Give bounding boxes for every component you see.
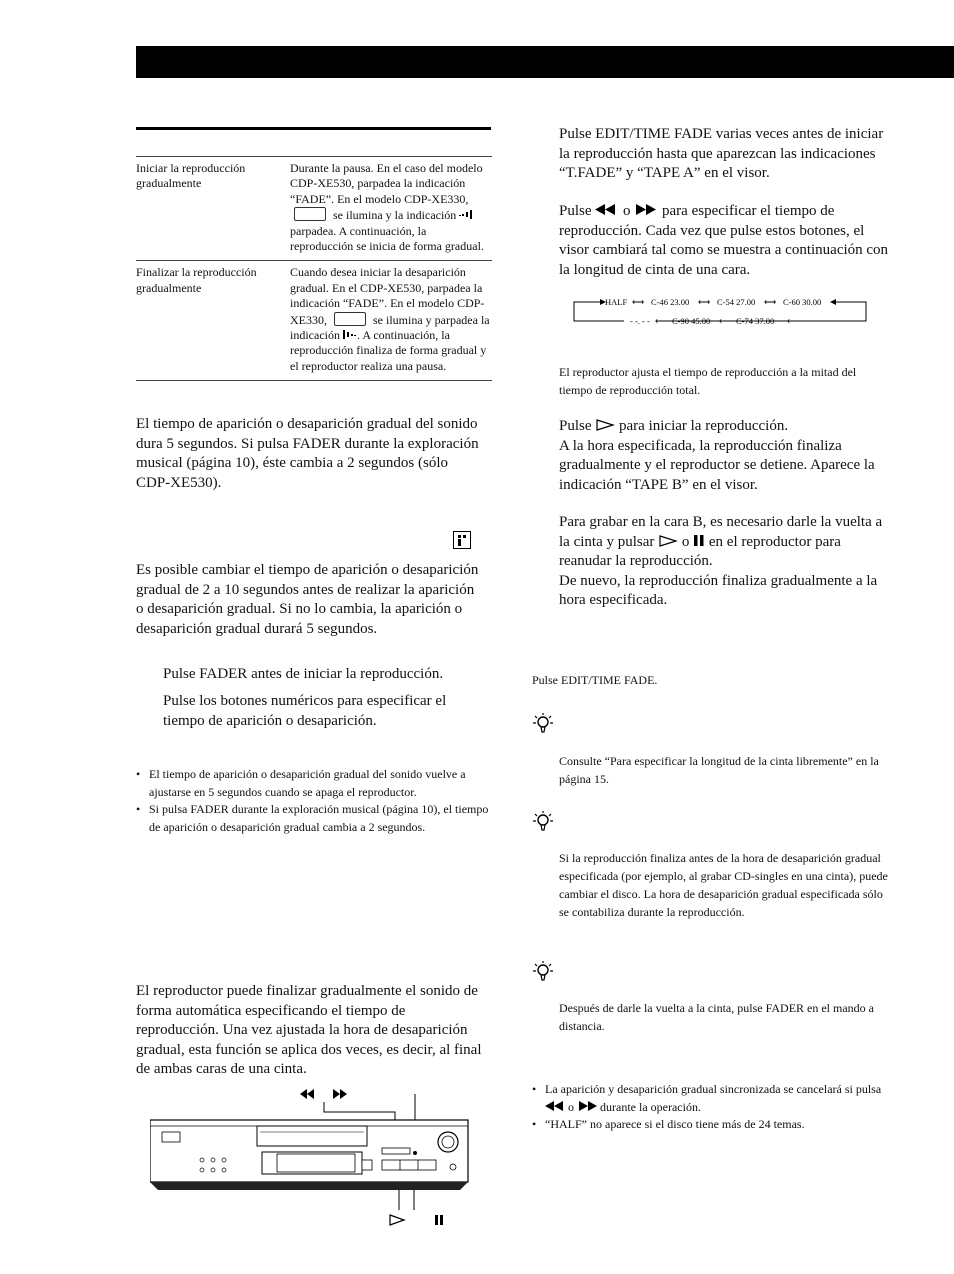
desc-text: parpadea. A continuación, la reproducción se inicia de forma gradual. bbox=[290, 223, 484, 254]
step-4-right bbox=[559, 513, 889, 611]
desc-text: . A continuación, la reproducción finaliza de forma gradual y el reproductor realiza una pausa. bbox=[290, 328, 487, 373]
step-text: en el reproductor para reanudar la reproducción. bbox=[559, 533, 841, 569]
header-bar bbox=[136, 46, 954, 78]
step-text: Pulse bbox=[559, 418, 592, 434]
cancel-instruction: Pulse EDIT/TIME FADE. bbox=[532, 673, 658, 687]
table-cell-desc bbox=[290, 157, 492, 261]
desc-text: se ilumina y parpadea la indicación bbox=[290, 312, 490, 343]
play-icon bbox=[658, 535, 678, 547]
fader-key-icon bbox=[334, 312, 366, 326]
diagram-c60: C-60 30.00 bbox=[783, 297, 822, 307]
diagram-c90: C-90 45.00 bbox=[672, 316, 711, 326]
pause-icon bbox=[693, 535, 705, 546]
table-cell-action: Finalizar la reproducción gradualmente bbox=[136, 265, 257, 295]
left-notes bbox=[136, 766, 491, 836]
desc-text: se ilumina y la indicación bbox=[333, 208, 457, 223]
note-item: • Si pulsa FADER durante la exploración musical (página 10), el tiempo de aparición o desaparición gradual cambia a 2 segundos. bbox=[136, 801, 491, 836]
svg-text:⟷: ⟷ bbox=[632, 297, 645, 307]
svg-text:⟷: ⟷ bbox=[764, 297, 777, 307]
diagram-c46: C-46 23.00 bbox=[651, 297, 690, 307]
right-notes bbox=[532, 1081, 892, 1134]
tip-lightbulb-icon bbox=[532, 960, 554, 984]
diagram-dashes: - -. - - bbox=[630, 316, 650, 326]
diagram-c74: C-74 37.00 bbox=[736, 316, 775, 326]
table-cell-desc bbox=[290, 261, 492, 381]
step-text: De nuevo, la reproducción finaliza gradualmente a la hora especificada. bbox=[559, 572, 878, 608]
cd-player-illustration bbox=[150, 1082, 480, 1232]
play-icon bbox=[595, 419, 615, 431]
step-text: o bbox=[623, 203, 631, 219]
desc-text: Durante la pausa. En el caso del modelo CDP-XE530, parpadea la indicación “FADE”. En el modelo CDP-XE330, bbox=[290, 161, 483, 206]
table-cell-action: Iniciar la reproducción gradualmente bbox=[136, 161, 246, 191]
svg-text:⟵: ⟵ bbox=[787, 316, 800, 326]
tip-3-text: Después de darle la vuelta a la cinta, pulse FADER en el mando a distancia. bbox=[559, 1001, 875, 1033]
tip-1-text: Consulte “Para especificar la longitud de la cinta libremente” en la página 15. bbox=[559, 754, 879, 786]
note-item: • El tiempo de aparición o desaparición gradual del sonido vuelve a ajustarse en 5 segundos cuando se apaga el reproductor. bbox=[136, 766, 491, 801]
step-text: Para grabar en la cara B, es necesario darle la vuelta a la cinta y pulsar bbox=[559, 514, 883, 550]
step-text: Pulse bbox=[559, 203, 592, 219]
diagram-half: HALF bbox=[605, 297, 628, 307]
forward-icon bbox=[634, 204, 658, 215]
fade-duration-paragraph: El tiempo de aparición o desaparición gradual del sonido dura 5 segundos. Si pulsa FADER durante la exploración musical (página 10), éste cambia a 2 segundos (sólo CDP-XE530). bbox=[136, 416, 479, 491]
step-2-right bbox=[559, 202, 889, 280]
change-time-paragraph: Es posible cambiar el tiempo de aparición o desaparición gradual de 2 a 10 segundos antes de realizar la aparición o desaparición gradual. Si no lo cambia, la aparición o desaparición gradual durará 5 segundos. bbox=[136, 562, 479, 637]
tape-length-cycle-diagram bbox=[570, 292, 870, 328]
desc-text: Cuando desea iniciar la desaparición gradual. En el CDP-XE530, parpadea la indicación “FADE”. En el modelo CDP-XE330, bbox=[290, 265, 485, 327]
fader-key-icon bbox=[294, 207, 326, 221]
section-rule bbox=[136, 127, 491, 130]
svg-text:⟷: ⟷ bbox=[698, 297, 711, 307]
sync-fade-paragraph: El reproductor puede finalizar gradualmente el sonido de forma automática especificando el tiempo de reproducción. Una vez ajustada la hora de desaparición gradual, esta función se aplica dos veces, es decir, al final de ambas caras de una cinta. bbox=[136, 983, 482, 1077]
step-2-left: Pulse los botones numéricos para especificar el tiempo de aparición o desaparición. bbox=[163, 693, 447, 729]
fade-in-icon bbox=[459, 210, 473, 220]
tip-lightbulb-icon bbox=[532, 810, 554, 834]
rewind-icon bbox=[545, 1101, 565, 1111]
forward-icon bbox=[577, 1101, 597, 1111]
half-note: El reproductor ajusta el tiempo de reproducción a la mitad del tiempo de reproducción total. bbox=[559, 365, 857, 397]
step-text: A la hora especificada, la reproducción finaliza gradualmente y el reproductor se detiene. Aparece la indicación “TAPE B” en el visor. bbox=[559, 437, 875, 493]
step-text: para especificar el tiempo de reproducción. Cada vez que pulse estos botones, el visor cambiará tal como se muestra a continuación con la longitud de cinta de una cara. bbox=[559, 203, 889, 278]
tip-lightbulb-icon bbox=[532, 712, 554, 736]
note-item: • “HALF” no aparece si el disco tiene más de 24 temas. bbox=[532, 1116, 892, 1134]
step-1-right: Pulse EDIT/TIME FADE varias veces antes de iniciar la reproducción hasta que aparezcan las indicaciones “T.FADE” y “TAPE A” en el visor. bbox=[559, 126, 884, 181]
info-icon bbox=[453, 531, 471, 549]
svg-text:⟵: ⟵ bbox=[655, 316, 668, 326]
step-text: para iniciar la reproducción. bbox=[619, 418, 789, 434]
diagram-c54: C-54 27.00 bbox=[717, 297, 756, 307]
table-row bbox=[136, 261, 492, 381]
step-text: o bbox=[681, 533, 690, 550]
svg-text:⟵: ⟵ bbox=[719, 316, 732, 326]
step-3-right bbox=[559, 417, 889, 495]
fade-out-icon bbox=[343, 330, 357, 340]
rewind-icon bbox=[595, 204, 619, 215]
fade-table bbox=[136, 156, 492, 381]
note-item: • La aparición y desaparición gradual sincronizada se cancelará si pulsa o durante la operación. bbox=[532, 1081, 892, 1116]
table-row bbox=[136, 157, 492, 261]
tip-2-text: Si la reproducción finaliza antes de la hora de desaparición gradual especificada (por ejemplo, al grabar CD-singles en una cinta), puede cambiar el disco. La hora de desaparición gradual especificada sólo se contabiliza durante la reproducción. bbox=[559, 851, 888, 919]
step-1-left: Pulse FADER antes de iniciar la reproducción. bbox=[163, 666, 444, 682]
